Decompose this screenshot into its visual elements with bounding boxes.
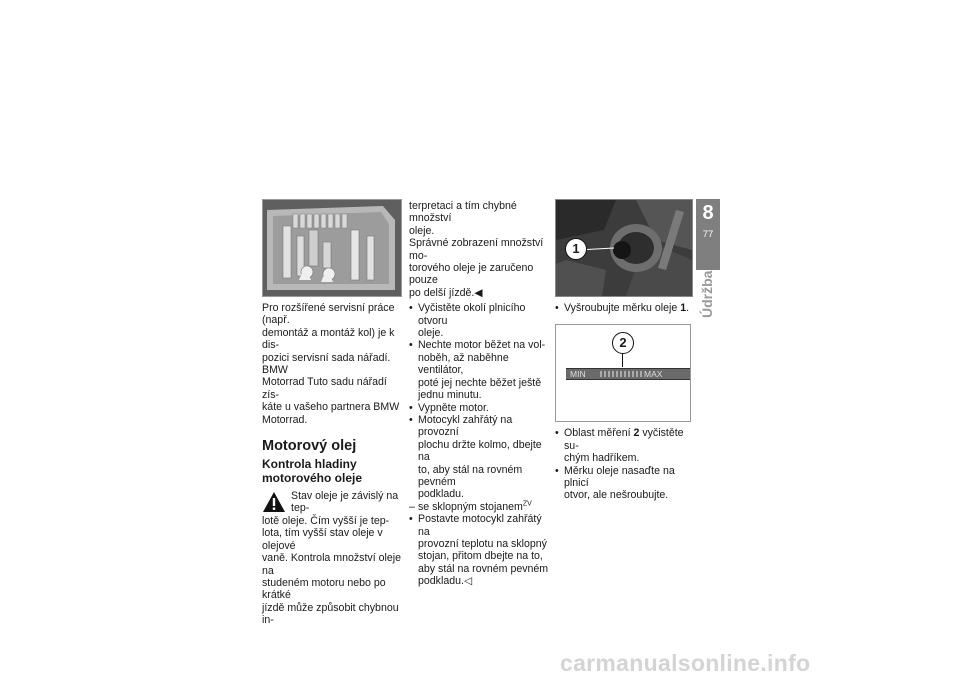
text-line: • Vypněte motor. [418,401,489,414]
text-line: to, aby stál na rovném pevném [418,463,523,488]
column-2 [409,200,549,588]
list-item [409,513,549,587]
text-line: pozici servisní sada nářadí. BMW [262,351,391,377]
watermark: carmanualsonline.info [560,650,811,676]
step-text-end: . [686,302,690,314]
continued-paragraph [409,200,549,299]
warning-continuation [262,527,402,626]
callout-ref: 2 [633,427,640,440]
text-line: otvor, ale nešroubujte. [564,489,669,502]
engine-photo [555,199,693,297]
text-line: podkladu.◁ [418,575,473,588]
callout-ref: 1 [680,302,687,314]
chapter-title: Údržba [699,270,715,318]
list-item [555,427,695,464]
text-line: provozní teplotu na sklopný [418,537,547,550]
step-text: Vyšroubujte měrku oleje [564,302,681,314]
text-line: jízdě může způsobit chybnou in- [262,601,399,627]
step-text: Oblast měření [564,427,634,440]
text-line: Motorrad Tuto sadu nářadí zís- [262,376,387,401]
chapter-tab [696,199,720,270]
text-line: • Měrku oleje nasaďte na plnicí [564,464,675,490]
list-item [409,402,549,414]
text-line: po delší jízdě.◀ [409,286,483,299]
text-line: Motorrad. [262,413,308,426]
text-line: Stav oleje je závislý na tep- [291,490,399,515]
text-line: torového oleje je zaručeno pouze [409,262,534,287]
text-line: noběh, až naběhne ventilátor, [418,351,509,377]
text-line: káte u vašeho partnera BMW [262,401,400,414]
text-line: aby stál na rovném pevném [418,562,549,575]
text-line: terpretaci a tím chybné množství [409,200,517,225]
step-list-2 [555,427,695,501]
text-line: • Postavte motocykl zahřátý na [418,513,542,538]
text-line: • Vyčistěte okolí plnicího otvoru [418,302,526,327]
list-item [409,302,549,339]
dipstick-range-mark [600,371,642,377]
list-item [409,339,549,401]
text-line: plochu držte kolmo, dbejte na [418,438,542,464]
text-line: se sklopným stojanem [418,500,523,513]
text-line: vaně. Kontrola množství oleje na [262,552,401,577]
callout-2-leader [622,354,623,367]
option-marker: ZV [522,500,532,508]
text-line: studeném motoru nebo po krátké [262,576,386,602]
subsection-title [262,458,402,485]
dipstick-photo [555,324,691,422]
callout-1: 1 [565,238,587,260]
dipstick [566,368,690,380]
list-item [409,414,549,501]
callout-2: 2 [612,332,634,354]
intro-paragraph [262,302,402,426]
text-line: demontáž a montáž kol) je k dis- [262,326,395,352]
text-line: oleje. [418,327,444,340]
section-title: Motorový olej [262,438,357,455]
text-line: podkladu. [418,488,464,501]
text-line: lota, tím vyšší stav oleje v olejové [262,527,383,552]
step-text-rest: vyčistěte su- [564,427,684,452]
list-item [555,302,695,314]
procedure-list [409,302,549,587]
text-line: • Motocykl zahřátý na provozní [418,413,513,439]
text-line: Pro rozšířené servisní práce (např. [262,302,395,327]
step-list-1 [555,302,695,314]
dipstick-min-label: MIN [570,369,586,380]
subsection-title-line-2: motorového oleje [262,470,363,485]
subsection-title-line-1: Kontrola hladiny [262,457,357,472]
text-line: poté jej nechte běžet ještě [418,376,542,389]
text-line: chým hadříkem. [564,452,640,465]
warning-block [262,490,402,527]
text-line: lotě oleje. Čím vyšší je tep- [262,514,390,527]
dipstick-max-label: MAX [644,369,663,380]
column-3 [555,199,695,502]
chapter-number: 8 [702,202,714,224]
text-line: Správné zobrazení množství mo- [409,237,544,262]
list-item [555,465,695,502]
toolkit-illustration [263,200,401,296]
text-line: • Nechte motor běžet na vol- [418,339,546,352]
column-1 [262,199,402,627]
warning-icon [262,491,286,513]
text-line: stojan, přitom dbejte na to, [418,550,543,563]
page-number: 77 [702,229,714,240]
toolkit-photo [262,199,402,297]
text-line: jednu minutu. [418,389,482,402]
list-item-condition [409,501,549,513]
text-line [564,427,695,452]
text-line: oleje. [409,224,435,237]
